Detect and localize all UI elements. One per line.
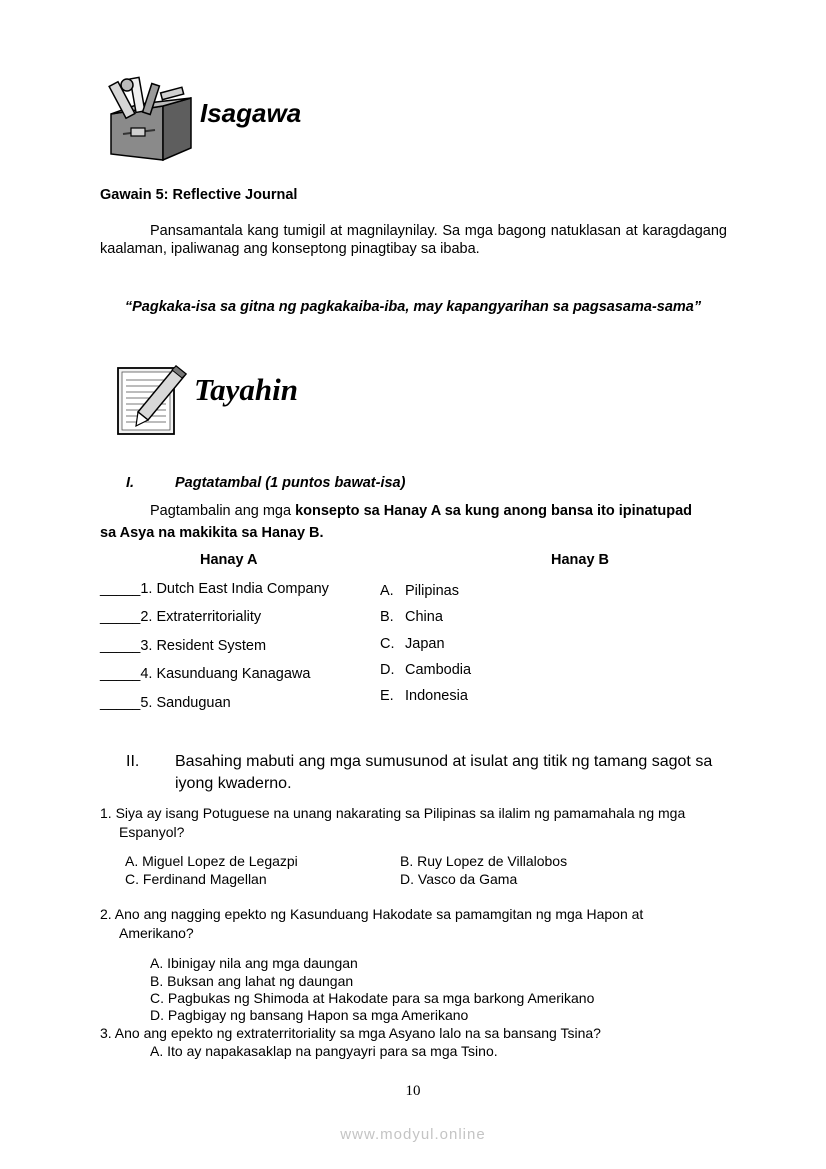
gawain-instruction: Pansamantala kang tumigil at magnilaynilay. Sa mga bagong natuklasan at karagdagang kaalaman, ipaliwanag ang konseptong pinagtibay sa ibaba. [100,223,727,257]
q2-choice-d: D. Pagbigay ng bansang Hapon sa mga Amerikano [150,1007,469,1023]
isagawa-title: Isagawa [200,98,302,128]
q2-choice-b: B. Buksan ang lahat ng daungan [150,973,354,989]
hanay-a-item: _____5. Sanduguan [100,695,231,711]
hanay-a-item: _____4. Kasunduang Kanagawa [100,666,311,682]
part1-title: Pagtatambal (1 puntos bawat-isa) [175,475,406,491]
q1-stem-line1: 1. Siya ay isang Potuguese na unang nakarating sa Pilipinas sa ilalim ng pamamahala ng mga [100,805,686,821]
hanay-a-item: _____2. Extraterritoriality [100,609,262,625]
hanay-a-header: Hanay A [200,552,258,568]
q1-choice-a: A. Miguel Lopez de Legazpi [125,853,298,869]
part2-numeral: II. [126,753,140,770]
hanay-b-item [380,636,445,652]
hanay-b-text: Cambodia [405,662,472,678]
q2-stem-line2: Amerikano? [119,925,194,941]
toolbox-icon [103,76,195,162]
q2-choice-c: C. Pagbukas ng Shimoda at Hakodate para sa mga barkong Amerikano [150,990,595,1006]
reflection-quote: “Pagkaka-isa sa gitna ng pagkakaiba-iba, may kapangyarihan sa pagsasama-sama” [124,299,702,315]
part1-numeral: I. [126,475,135,491]
hanay-b-letter: B. [380,609,394,625]
q1-choice-c: C. Ferdinand Magellan [125,871,267,887]
hanay-b-text: China [405,609,443,625]
hanay-b-item [380,609,443,625]
notepad-pencil-icon [116,364,190,436]
hanay-b-letter: C. [380,636,395,652]
watermark: www.modyul.online [340,1126,486,1143]
part2-instruction-line2: iyong kwaderno. [175,775,292,792]
tayahin-title: Tayahin [194,372,298,407]
hanay-b-item [380,662,471,678]
part1-instruction-line1 [150,503,692,519]
gawain-heading: Gawain 5: Reflective Journal [100,187,298,203]
hanay-b-item [380,688,468,704]
hanay-b-letter: D. [380,662,395,678]
hanay-b-item [380,583,459,599]
hanay-b-letter: A. [380,583,394,599]
q1-choice-b: B. Ruy Lopez de Villalobos [400,853,568,869]
part2-instruction-line1: Basahing mabuti ang mga sumusunod at isulat ang titik ng tamang sagot sa [175,753,713,770]
page-number: 10 [405,1083,421,1099]
q1-choice-d: D. Vasco da Gama [400,871,518,887]
q3-choice-a: A. Ito ay napakasaklap na pangyayri para sa mga Tsino. [150,1043,498,1059]
q2-choice-a: A. Ibinigay nila ang mga daungan [150,955,358,971]
part1-instruction-bold-a: konsepto sa Hanay A sa kung anong bansa ito ipinatupad [295,503,693,519]
q3-stem: 3. Ano ang epekto ng extraterritoriality sa mga Asyano lalo na sa bansang Tsina? [100,1025,601,1041]
hanay-b-text: Japan [405,636,445,652]
q1-stem-line2: Espanyol? [119,824,185,840]
hanay-b-letter: E. [380,688,394,704]
part1-instruction-start: Pagtambalin ang mga [150,503,296,519]
hanay-b-text: Pilipinas [405,583,459,599]
hanay-a-item: _____1. Dutch East India Company [100,581,329,597]
hanay-a-item: _____3. Resident System [100,638,267,654]
part1-instruction-line2: sa Asya na makikita sa Hanay B. [100,525,324,541]
hanay-b-text: Indonesia [405,688,468,704]
hanay-b-header: Hanay B [551,552,610,568]
q2-stem-line1: 2. Ano ang nagging epekto ng Kasunduang Hakodate sa pamamgitan ng mga Hapon at [100,906,644,922]
